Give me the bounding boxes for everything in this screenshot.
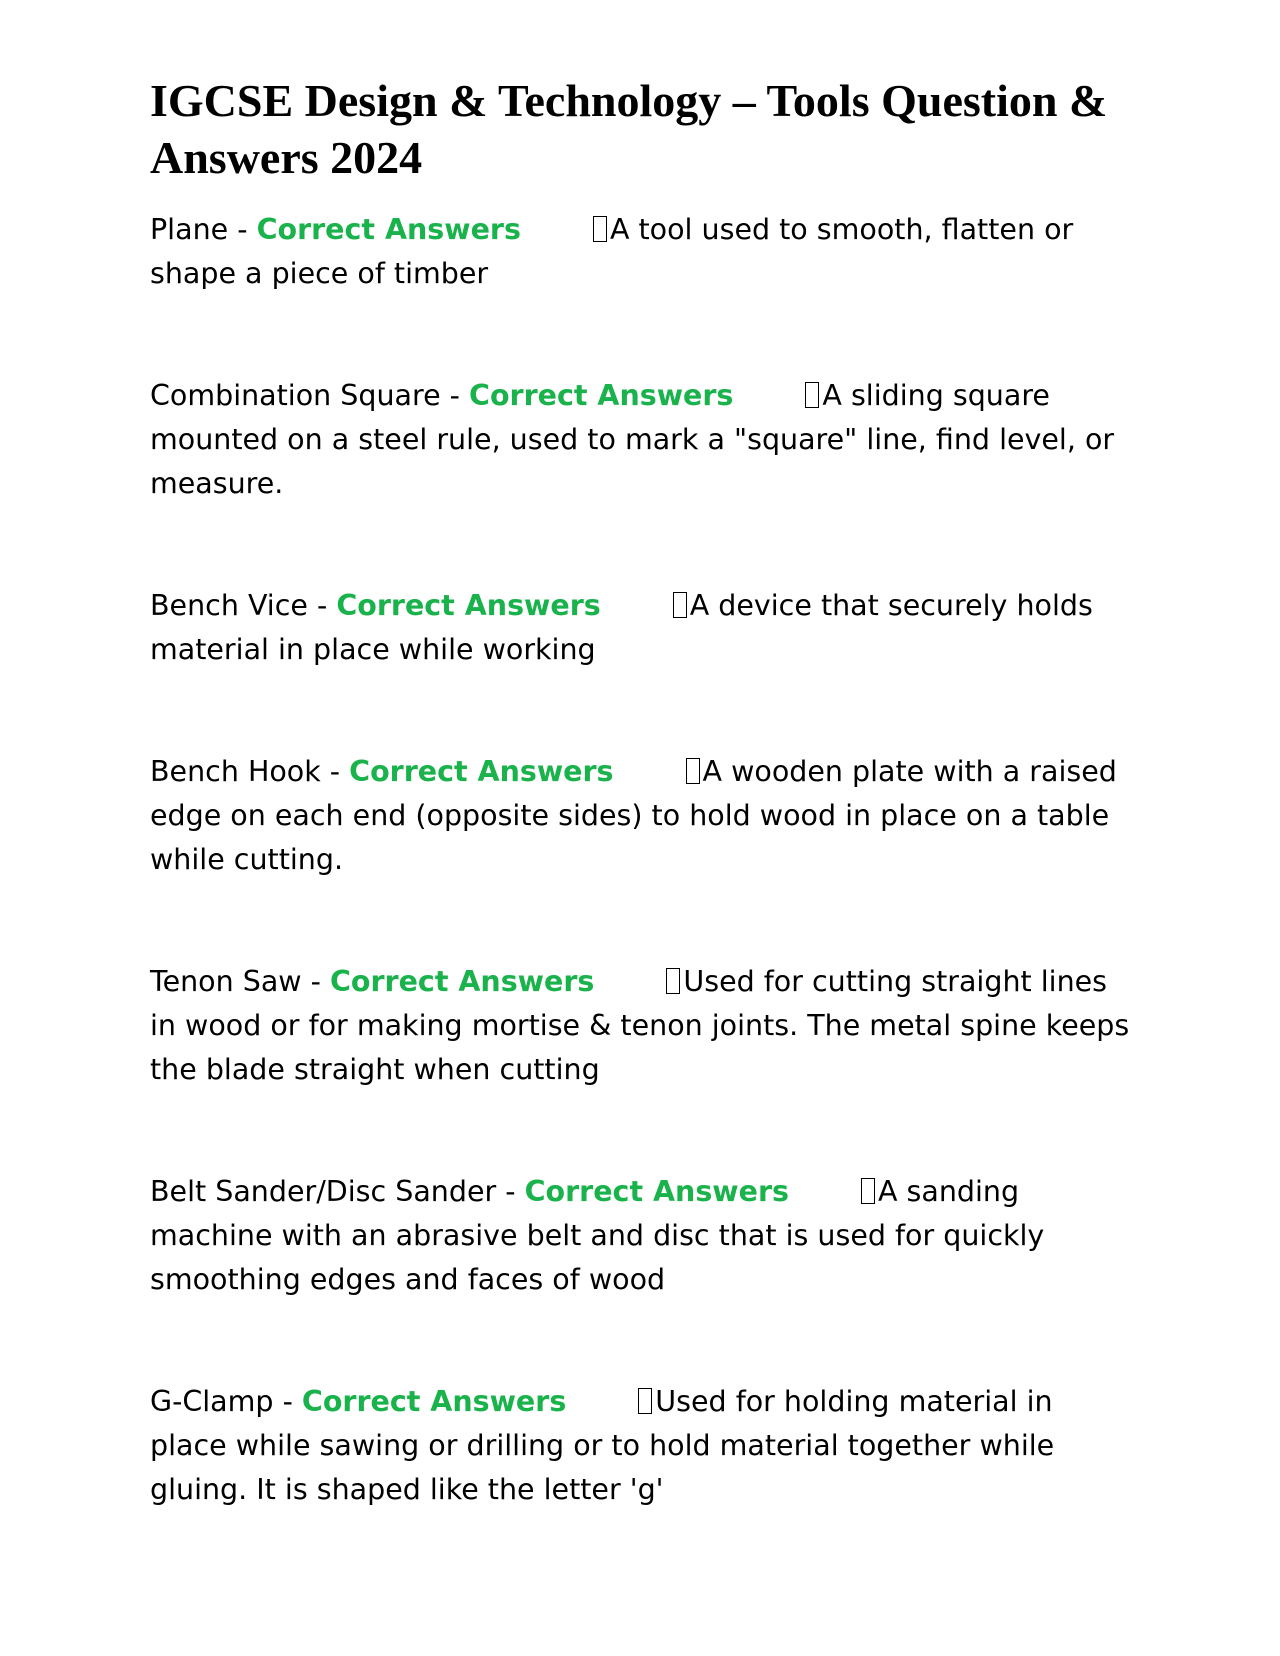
correct-answers-label: Correct Answers — [524, 1175, 789, 1208]
entry-term: Tenon Saw — [150, 965, 302, 998]
missing-glyph-box-icon — [593, 216, 607, 242]
correct-answers-label: Correct Answers — [349, 755, 614, 788]
correct-answers-label: Correct Answers — [301, 1385, 567, 1418]
missing-glyph-box-icon — [673, 592, 687, 618]
correct-answers-label: Correct Answers — [469, 379, 734, 412]
entry-answer: A device that securely holds material in place while working — [150, 589, 1093, 666]
document-title: IGCSE Design & Technology – Tools Question & Answers 2024 — [150, 75, 1108, 183]
entry-term: Belt Sander/Disc Sander — [150, 1175, 497, 1208]
entry-separator: - — [440, 379, 470, 412]
missing-glyph-box-icon — [666, 968, 680, 994]
entry-term: Combination Square — [150, 379, 441, 412]
entry-separator: - — [301, 965, 330, 998]
qa-entry — [150, 208, 1135, 296]
entry-term: Plane — [150, 213, 229, 246]
qa-entry — [150, 750, 1135, 882]
correct-answers-label: Correct Answers — [256, 213, 521, 246]
entry-answer: Used for cutting straight lines in wood or for making mortise & tenon joints. The metal spine keeps the blade straight when cutting — [150, 965, 1130, 1086]
qa-entry — [150, 960, 1135, 1092]
entry-answer: A wooden plate with a raised edge on each end (opposite sides) to hold wood in place on a table while cutting. — [150, 755, 1117, 876]
correct-answers-label: Correct Answers — [330, 965, 595, 998]
qa-entry — [150, 584, 1135, 672]
entry-separator: - — [320, 755, 350, 788]
entry-answer: A tool used to smooth, flatten or shape a piece of timber — [150, 213, 1074, 290]
entry-term: Bench Vice — [150, 589, 308, 622]
entry-separator: - — [273, 1385, 302, 1418]
entry-answer: A sliding square mounted on a steel rule, used to mark a "square" line, find level, or measure. — [150, 379, 1115, 500]
entry-separator: - — [307, 589, 337, 622]
entry-separator: - — [496, 1175, 525, 1208]
missing-glyph-box-icon — [861, 1178, 875, 1204]
entry-term: Bench Hook — [150, 755, 321, 788]
entry-answer: Used for holding material in place while sawing or drilling or to hold material together while gluing. It is shaped like the letter 'g' — [150, 1385, 1055, 1506]
qa-entry — [150, 1380, 1135, 1512]
document-page — [150, 72, 1135, 1512]
entry-answer: A sanding machine with an abrasive belt and disc that is used for quickly smoothing edges and faces of wood — [150, 1175, 1045, 1296]
qa-entry — [150, 1170, 1135, 1302]
entry-separator: - — [228, 213, 257, 246]
missing-glyph-box-icon — [686, 758, 700, 784]
correct-answers-label: Correct Answers — [336, 589, 601, 622]
missing-glyph-box-icon — [805, 382, 819, 408]
qa-entry — [150, 374, 1135, 506]
missing-glyph-box-icon — [638, 1388, 652, 1414]
entry-term: G-Clamp — [150, 1385, 274, 1418]
